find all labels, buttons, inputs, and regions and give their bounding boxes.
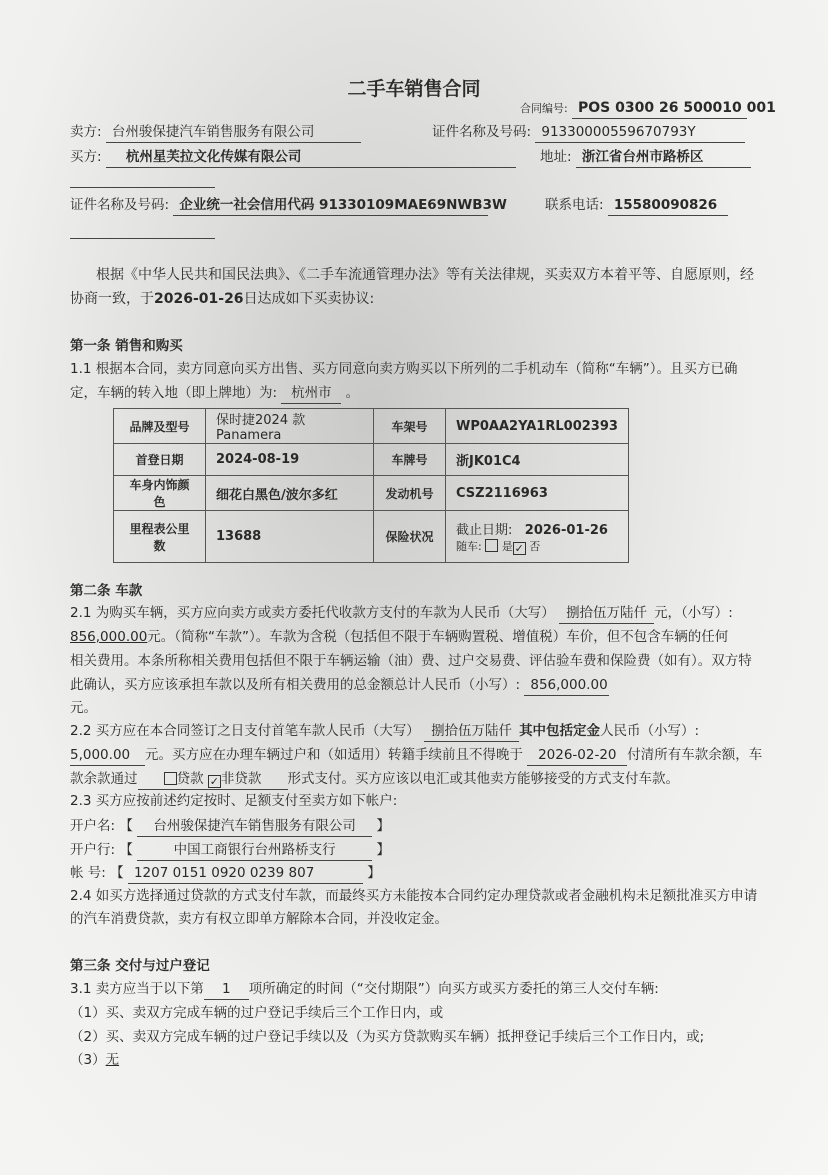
vehicle-info-table <box>113 408 629 563</box>
agreement-date: 2026-01-26 <box>154 291 244 307</box>
seller-id-value: 91330000559670793Y <box>535 122 745 143</box>
cell-label: 发动机号 <box>374 476 446 511</box>
buyer-line <box>70 147 516 168</box>
engine-value: CSZ2116963 <box>446 476 629 511</box>
intro-paragraph: 根据《中华人民共和国民法典》、《二手车流通管理办法》等有关法律规，买卖双方本着平等、自愿原则，经 <box>96 267 754 283</box>
article-2-1 <box>70 603 733 624</box>
table-row <box>114 444 629 476</box>
contract-number <box>520 98 776 119</box>
table-row <box>114 476 629 511</box>
transfer-place: 杭州市 <box>281 383 341 404</box>
price-upper: 捌拾伍万陆仟 <box>559 603 654 624</box>
article-text: 人民币（小写）: <box>600 723 700 739</box>
cell-label: 里程表公里数 <box>114 511 206 563</box>
account-number: 1207 0151 0920 0239 807 <box>128 863 363 884</box>
vin-value: WP0AA2YA1RL002393 <box>446 409 629 444</box>
delivery-option-number: 1 <box>204 979 249 1000</box>
phone-label: 联系电话: <box>545 197 604 213</box>
account-number-label: 帐 号: <box>70 865 106 881</box>
article-2-3: 2.3 买方应按前述约定按时、足额支付至卖方如下帐户: <box>70 793 398 809</box>
seller-id-line <box>432 122 745 143</box>
first-payment-upper: 捌拾伍万陆仟 <box>424 721 519 742</box>
table-row <box>114 409 629 444</box>
nonloan-label: 非贷款 <box>220 771 262 787</box>
buyer-value: 杭州星芙拉文化传媒有限公司 <box>106 147 516 168</box>
color-value: 细花白黑色/波尔多红 <box>206 476 374 511</box>
contract-number-label: 合同编号: <box>520 102 568 115</box>
cell-label: 车架号 <box>374 409 446 444</box>
article-text: （3） <box>70 1052 106 1068</box>
delivery-option-3 <box>70 1050 119 1070</box>
brand-value: 保时捷2024 款Panamera <box>206 409 374 444</box>
article-2-2-cont <box>70 745 762 766</box>
seller-value: 台州骏保捷汽车销售服务有限公司 <box>106 122 361 143</box>
article-text: 款余款通过 <box>70 771 138 787</box>
phone-line <box>545 195 728 216</box>
table-row <box>114 511 629 563</box>
divider <box>70 187 215 188</box>
article-text: 元。（简称“车款”）。车款为含税（包括但不限于车辆购置税、增值税）车价，但不包含车辆的任何 <box>147 629 729 645</box>
article-text: 定，车辆的转入地（即上牌地）为: <box>70 385 278 401</box>
intro-text: 协商一致，于 <box>70 291 154 307</box>
article-2-2-payment <box>70 769 679 790</box>
no-checkbox[interactable]: ✓ <box>514 541 524 555</box>
contract-number-value: POS 0300 26 500010 001 <box>572 98 747 119</box>
article-1-1-cont: 定，车辆的转入地（即上牌地）为: 杭州市 。 <box>70 383 359 404</box>
loan-checkbox[interactable] <box>164 772 177 785</box>
article-text: 3.1 卖方应当于以下第 <box>70 981 204 997</box>
article-text: 项所确定的时间（“交付期限”）向买方或买方委托的第三人交付车辆: <box>248 981 659 997</box>
article-1-title: 第一条 销售和购买 <box>70 338 183 354</box>
bank-line: 开户行: 【 中国工商银行台州路桥支行 】 <box>70 840 390 861</box>
bank-label: 开户行: <box>70 842 116 858</box>
price-lower: 856,000.00 <box>70 629 148 645</box>
nonloan-checkbox[interactable]: ✓ <box>209 775 219 788</box>
article-2-4-cont: 的汽车消费贷款，卖方有权立即单方解除本合同，并没收定金。 <box>70 911 448 927</box>
total-amount: 856,000.00 <box>524 675 609 696</box>
article-2-1-cont: 相关费用。本条所称相关费用包括但不限于车辆运输（油）费、过户交易费、评估验车费和保险费（如有）。双方特 <box>70 653 752 669</box>
account-name-line: 开户名: 【 台州骏保捷汽车销售服务有限公司 】 <box>70 816 390 837</box>
no-label: 否 <box>529 539 541 553</box>
cell-label: 车身内饰颜色 <box>114 476 206 511</box>
seller-label: 卖方: <box>70 124 102 140</box>
delivery-option-1: （1）买、卖双方完成车辆的过户登记手续后三个工作日内，或 <box>70 1005 444 1021</box>
with-car-label: 随车: <box>456 539 482 553</box>
registration-date: 2024-08-19 <box>206 444 374 476</box>
deposit-amount: 5,000.00 <box>70 745 145 766</box>
loan-label: 贷款 <box>176 771 204 787</box>
insurance-cell <box>446 511 629 563</box>
insurance-end-date: 2026-01-26 <box>524 522 608 538</box>
article-2-2 <box>70 721 699 742</box>
article-text: 形式支付。买方应该以电汇或其他卖方能够接受的方式支付车款。 <box>287 771 679 787</box>
intro-text: 日达成如下买卖协议: <box>243 291 375 307</box>
intro-paragraph-2 <box>70 289 374 309</box>
article-text: 付清所有车款余额，车 <box>627 747 763 763</box>
account-name: 台州骏保捷汽车销售服务有限公司 <box>137 816 372 837</box>
account-name-label: 开户名: <box>70 818 116 834</box>
article-3-1 <box>70 979 659 1000</box>
cell-label: 首登日期 <box>114 444 206 476</box>
article-1-1: 1.1 根据本合同，卖方同意向买方出售、买方同意向卖方购买以下所列的二手机动车（简称“车辆”）。且买方已确 <box>70 361 738 377</box>
address-value: 浙江省台州市路桥区 <box>576 147 751 168</box>
cell-label: 车牌号 <box>374 444 446 476</box>
yes-label: 是 <box>501 539 513 553</box>
cell-label: 保险状况 <box>374 511 446 563</box>
article-3-title: 第三条 交付与过户登记 <box>70 958 210 974</box>
article-2-4: 2.4 如买方选择通过贷款的方式支付车款，而最终买方未能按本合同约定办理贷款或者金融机构未足额批准买方申请 <box>70 888 758 904</box>
buyer-id-label: 证件名称及号码: <box>70 197 170 213</box>
mileage-value: 13688 <box>206 511 374 563</box>
article-text: 此确认，买方应该承担车款以及所有相关费用的总金额总计人民币（小写）: <box>70 677 521 693</box>
phone-value: 15580090826 <box>608 195 728 216</box>
buyer-label: 买方: <box>70 149 102 165</box>
insurance-end-label: 截止日期: <box>456 522 513 538</box>
article-text: 元。买方应在办理车辆过户和（如适用）转籍手续前且不得晚于 <box>145 747 523 763</box>
seller-id-label: 证件名称及号码: <box>432 124 532 140</box>
document-title: 二手车销售合同 <box>347 78 481 100</box>
plate-value: 浙JK01C4 <box>446 444 629 476</box>
due-date: 2026-02-20 <box>527 745 627 766</box>
delivery-option-3-value: 无 <box>105 1052 120 1068</box>
account-number-line: 帐 号: 【 1207 0151 0920 0239 807 】 <box>70 863 381 884</box>
yes-checkbox[interactable] <box>485 539 498 552</box>
deposit-label: 其中包括定金 <box>519 723 601 739</box>
buyer-id-value: 企业统一社会信用代码 91330109MAE69NWB3W <box>173 195 488 216</box>
article-text: 元，（小写）: <box>654 605 733 621</box>
bank-name: 中国工商银行台州路桥支行 <box>137 840 372 861</box>
article-text: 2.1 为购买车辆，买方应向卖方或卖方委托代收款方支付的车款为人民币（大写） <box>70 605 555 621</box>
article-text: 2.2 买方应在本合同签订之日支付首笔车款人民币（大写） <box>70 723 420 739</box>
delivery-option-2: （2）买、卖双方完成车辆的过户登记手续以及（为买方贷款购买车辆）抵押登记手续后三个工作日内，或; <box>70 1029 705 1045</box>
buyer-id-line <box>70 195 507 216</box>
divider <box>70 238 215 239</box>
address-label: 地址: <box>540 149 572 165</box>
article-2-1-cont <box>70 627 728 647</box>
article-2-1-total <box>70 675 609 696</box>
article-text: 元。 <box>70 700 97 716</box>
article-2-title: 第二条 车款 <box>70 583 143 599</box>
cell-label: 品牌及型号 <box>114 409 206 444</box>
address-line <box>540 147 751 168</box>
seller-line <box>70 122 361 143</box>
